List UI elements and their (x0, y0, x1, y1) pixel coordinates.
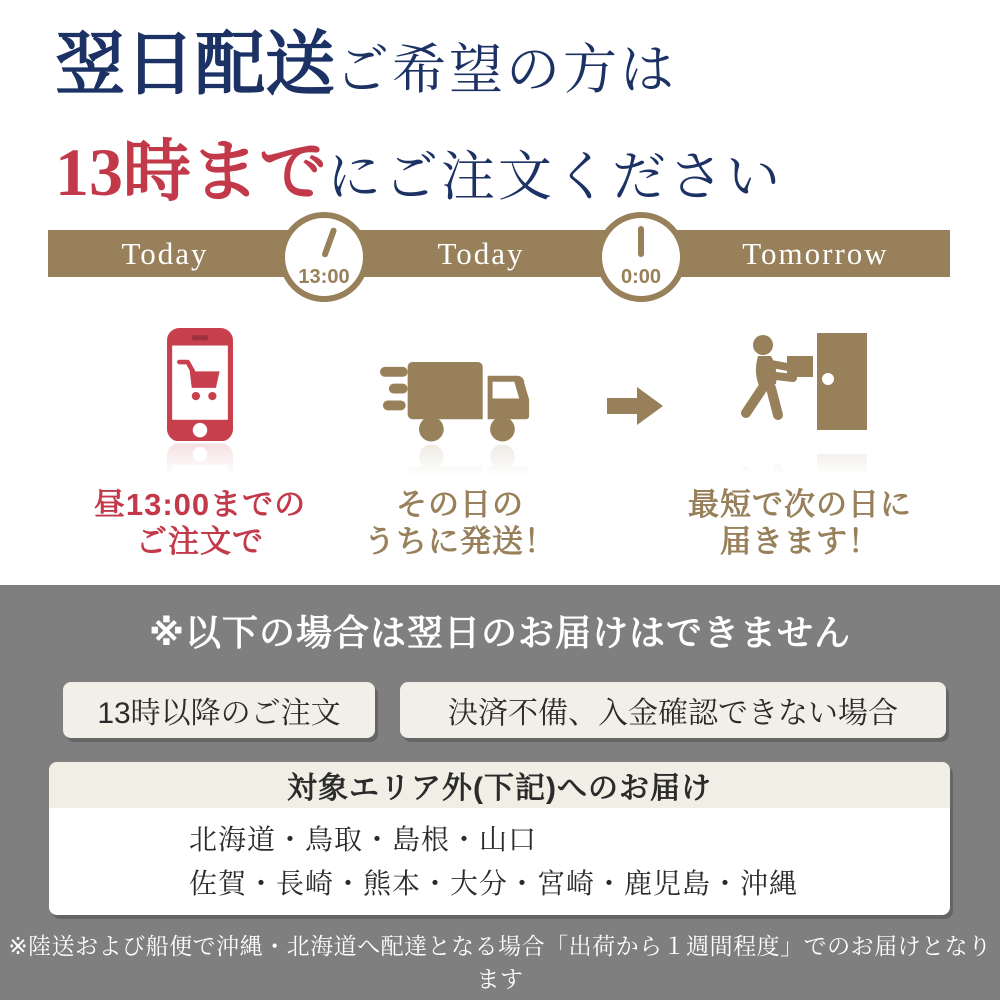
smartphone-cart-icon (167, 328, 233, 483)
step-label-order: 昼13:00までの ご注文で (93, 487, 307, 559)
delivery-truck-icon (380, 358, 538, 484)
clock-icon-1300 (279, 212, 369, 302)
excluded-area-list (49, 808, 950, 906)
excluded-area-line-2: 佐賀・長崎・熊本・大分・宮崎・鹿児島・沖縄 (189, 868, 799, 899)
excluded-area-line-1: 北海道・鳥取・島根・山口 (189, 824, 538, 855)
condition-box-payment: 決済不備、入金確認できない場合 (400, 682, 946, 738)
clock-icon-0000 (596, 212, 686, 302)
step-label-deliver: 最短で次の日に 届きます！ (688, 487, 912, 559)
page-title (55, 22, 783, 235)
title-emphasis-next-day: 翌日配送 (55, 27, 335, 104)
clock-time-label: 0:00 (620, 266, 662, 288)
clock-hand (638, 226, 644, 257)
title-rest-2: にご注文ください (327, 147, 784, 207)
condition-box-late-order: 13時以降のご注文 (63, 682, 375, 738)
excluded-area-title: 対象エリア外(下記)へのお届け (49, 762, 950, 808)
excluded-area-box (49, 762, 950, 915)
timeline-label-tomorrow: Tomorrow (742, 236, 889, 271)
exception-notice-section (0, 585, 1000, 1000)
shipping-footnote: ※陸送および船便で沖縄・北海道へ配達となる場合「出荷から１週間程度」でのお届けとなります (8, 933, 992, 992)
title-emphasis-deadline: 13時まで (55, 134, 328, 210)
timeline-label-today-1: Today (121, 236, 209, 271)
title-line-1 (55, 22, 783, 128)
timeline-label-today-2: Today (437, 236, 525, 271)
arrow-right-icon (607, 385, 665, 427)
title-rest-1: ご希望の方は (335, 40, 677, 100)
icon-reflection (725, 443, 870, 483)
clock-time-label: 13:00 (298, 266, 350, 288)
step-label-ship: その日の うちに発送！ (364, 487, 556, 559)
title-line-2 (55, 128, 783, 235)
clock-hand (321, 227, 337, 258)
icon-reflection (167, 443, 233, 483)
door-delivery-icon (725, 333, 870, 483)
notice-heading: ※以下の場合は翌日のお届けはできません (149, 612, 851, 653)
icon-reflection (380, 444, 538, 484)
